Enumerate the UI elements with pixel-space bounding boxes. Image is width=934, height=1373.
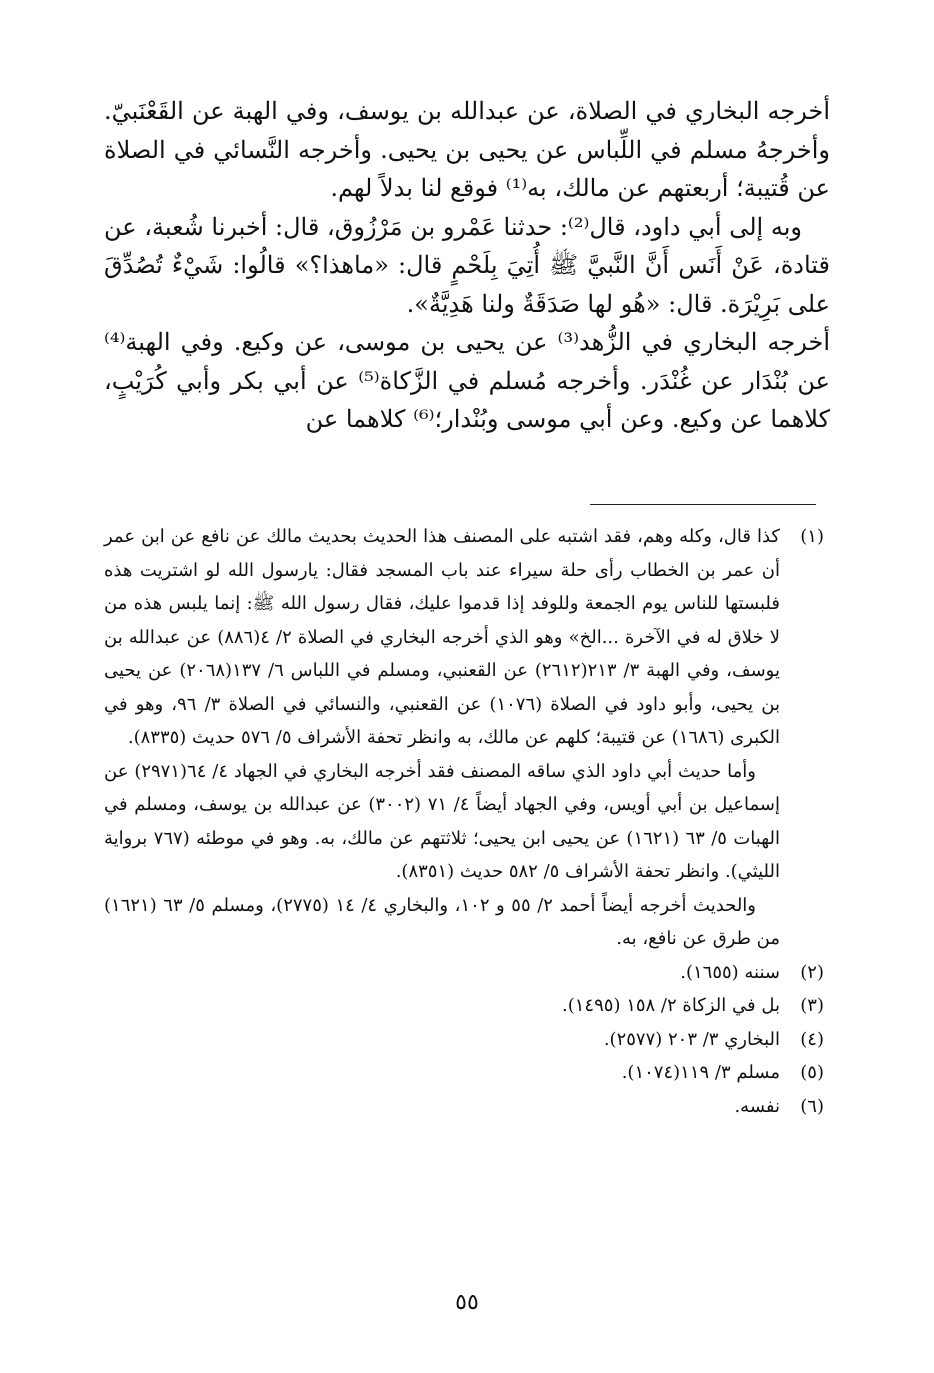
footnote-1 (104, 520, 824, 956)
main-paragraph-3: أخرجه البخاري في الزُّهد⁽³⁾ عن يحيى بن موسى، عن وكيع. وفي الهبة⁽⁴⁾ عن بُنْدَار عن غُنْدَر. وأخرجه مُسلم في الزَّكاة⁽⁵⁾ عن أبي بكر وأبي كُرَيْبٍ، كلاهما عن وكيع. وعن أبي موسى وبُنْدار؛⁽⁶⁾ كلاهما عن (104, 328, 830, 433)
footnote-2 (104, 956, 824, 990)
main-text (104, 92, 830, 439)
footnote-3 (104, 989, 824, 1023)
footnote-number: (٥) (800, 1062, 824, 1083)
footnote-body (104, 1056, 780, 1090)
footnote-paragraph: وأما حديث أبي داود الذي ساقه المصنف فقد أخرجه البخاري في الجهاد ٤/ ٦٤(٢٩٧١) عن إسماعيل بن أبي أويس، وفي الجهاد أيضاً ٤/ ٧١ (٣٠٠٢) عن عبدالله بن يوسف، ومسلم في الهبات ٥/ ٦٣ (١٦٢١) عن يحيى ابن يحيى؛ ثلاثتهم عن مالك، به. وهو في موطئه (٧٦٧ برواية الليثي). وانظر تحفة الأشراف ٥/ ٥٨٢ حديث (٨٣٥١). (104, 760, 780, 882)
footnote-number: (٢) (800, 961, 824, 983)
footnote-number: (١) (800, 526, 824, 547)
footnote-paragraph: والحديث أخرجه أيضاً أحمد ٢/ ٥٥ و ١٠٢، والبخاري ٤/ ١٤ (٢٧٧٥)، ومسلم ٥/ ٦٣ (١٦٢١) من طرق عن نافع، به. (104, 894, 780, 949)
footnote-body (104, 989, 780, 1023)
footnote-body (104, 520, 780, 956)
footnote-number: (٣) (800, 995, 824, 1016)
footnote-body (104, 956, 780, 990)
page-number: ٥٥ (455, 1290, 479, 1315)
footnote-paragraph: سننه (١٦٥٥). (680, 961, 780, 983)
footnote-paragraph: البخاري ٣/ ٢٠٣ (٢٥٧٧). (603, 1028, 780, 1050)
footnote-4 (104, 1023, 824, 1057)
footnote-number: (٦) (800, 1095, 824, 1117)
main-paragraph-1: أخرجه البخاري في الصلاة، عن عبدالله بن يوسف، وفي الهبة عن القَعْنَبيّ. وأخرجهُ مسلم في اللِّباس عن يحيى بن يحيى. وأخرجه النَّسائي في الصلاة عن قُتيبة؛ أربعتهم عن مالك، به⁽¹⁾ فوقع لنا بدلاً لهم. (104, 97, 830, 202)
footnote-paragraph: نفسه. (734, 1095, 780, 1117)
footnote-number: (٤) (800, 1028, 824, 1050)
footnote-body (104, 1023, 780, 1057)
footnote-body (104, 1090, 780, 1124)
footnotes (104, 520, 824, 1123)
footnote-6 (104, 1090, 824, 1124)
main-paragraph-2: وبه إلى أبي داود، قال⁽²⁾: حدثنا عَمْرو بن مَرْزُوق، قال: أخبرنا شُعبة، عن قتادة، عَنْ أَنَس أَنَّ النَّبيَّ ﷺ أُتِيَ بِلَحْمٍ قال: «ماهذا؟» قالُوا: شَيْءٌ تُصُدِّقَ على بَرِيْرَة. قال: «هُو لها صَدَقَةٌ ولنا هَدِيَّةٌ». (104, 212, 830, 318)
footnote-separator (590, 504, 816, 505)
footnote-paragraph: كذا قال، وكله وهم، فقد اشتبه على المصنف هذا الحديث بحديث مالك عن نافع عن ابن عمر أن عمر بن الخطاب رأى حلة سيراء عند باب المسجد فقال: يارسول الله لو اشتريت هذه فلبستها للناس يوم الجمعة وللوفد إذا قدموا عليك، فقال رسول الله ﷺ: إنما يلبس هذه من لا خلاق له في الآخرة ...الخ» وهو الذي أخرجه البخاري في الصلاة ٢/ ٤(٨٨٦) عن عبدالله بن يوسف، وفي الهبة ٣/ ٢١٣(٢٦١٢) عن القعنبي، ومسلم في اللباس ٦/ ١٣٧(٢٠٦٨) عن يحيى بن يحيى، وأبو داود في الصلاة (١٠٧٦) عن القعنبي، والنسائي في الصلاة ٣/ ٩٦، وهو في الكبرى (١٦٨٦) عن قتيبة؛ كلهم عن مالك، به وانظر تحفة الأشراف ٥/ ٥٧٦ حديث (٨٣٣٥). (104, 526, 780, 748)
footnote-5 (104, 1056, 824, 1090)
footnote-paragraph: بل في الزكاة ٢/ ١٥٨ (١٤٩٥). (562, 995, 780, 1016)
footnote-paragraph: مسلم ٣/ ١١٩(١٠٧٤). (621, 1062, 780, 1083)
